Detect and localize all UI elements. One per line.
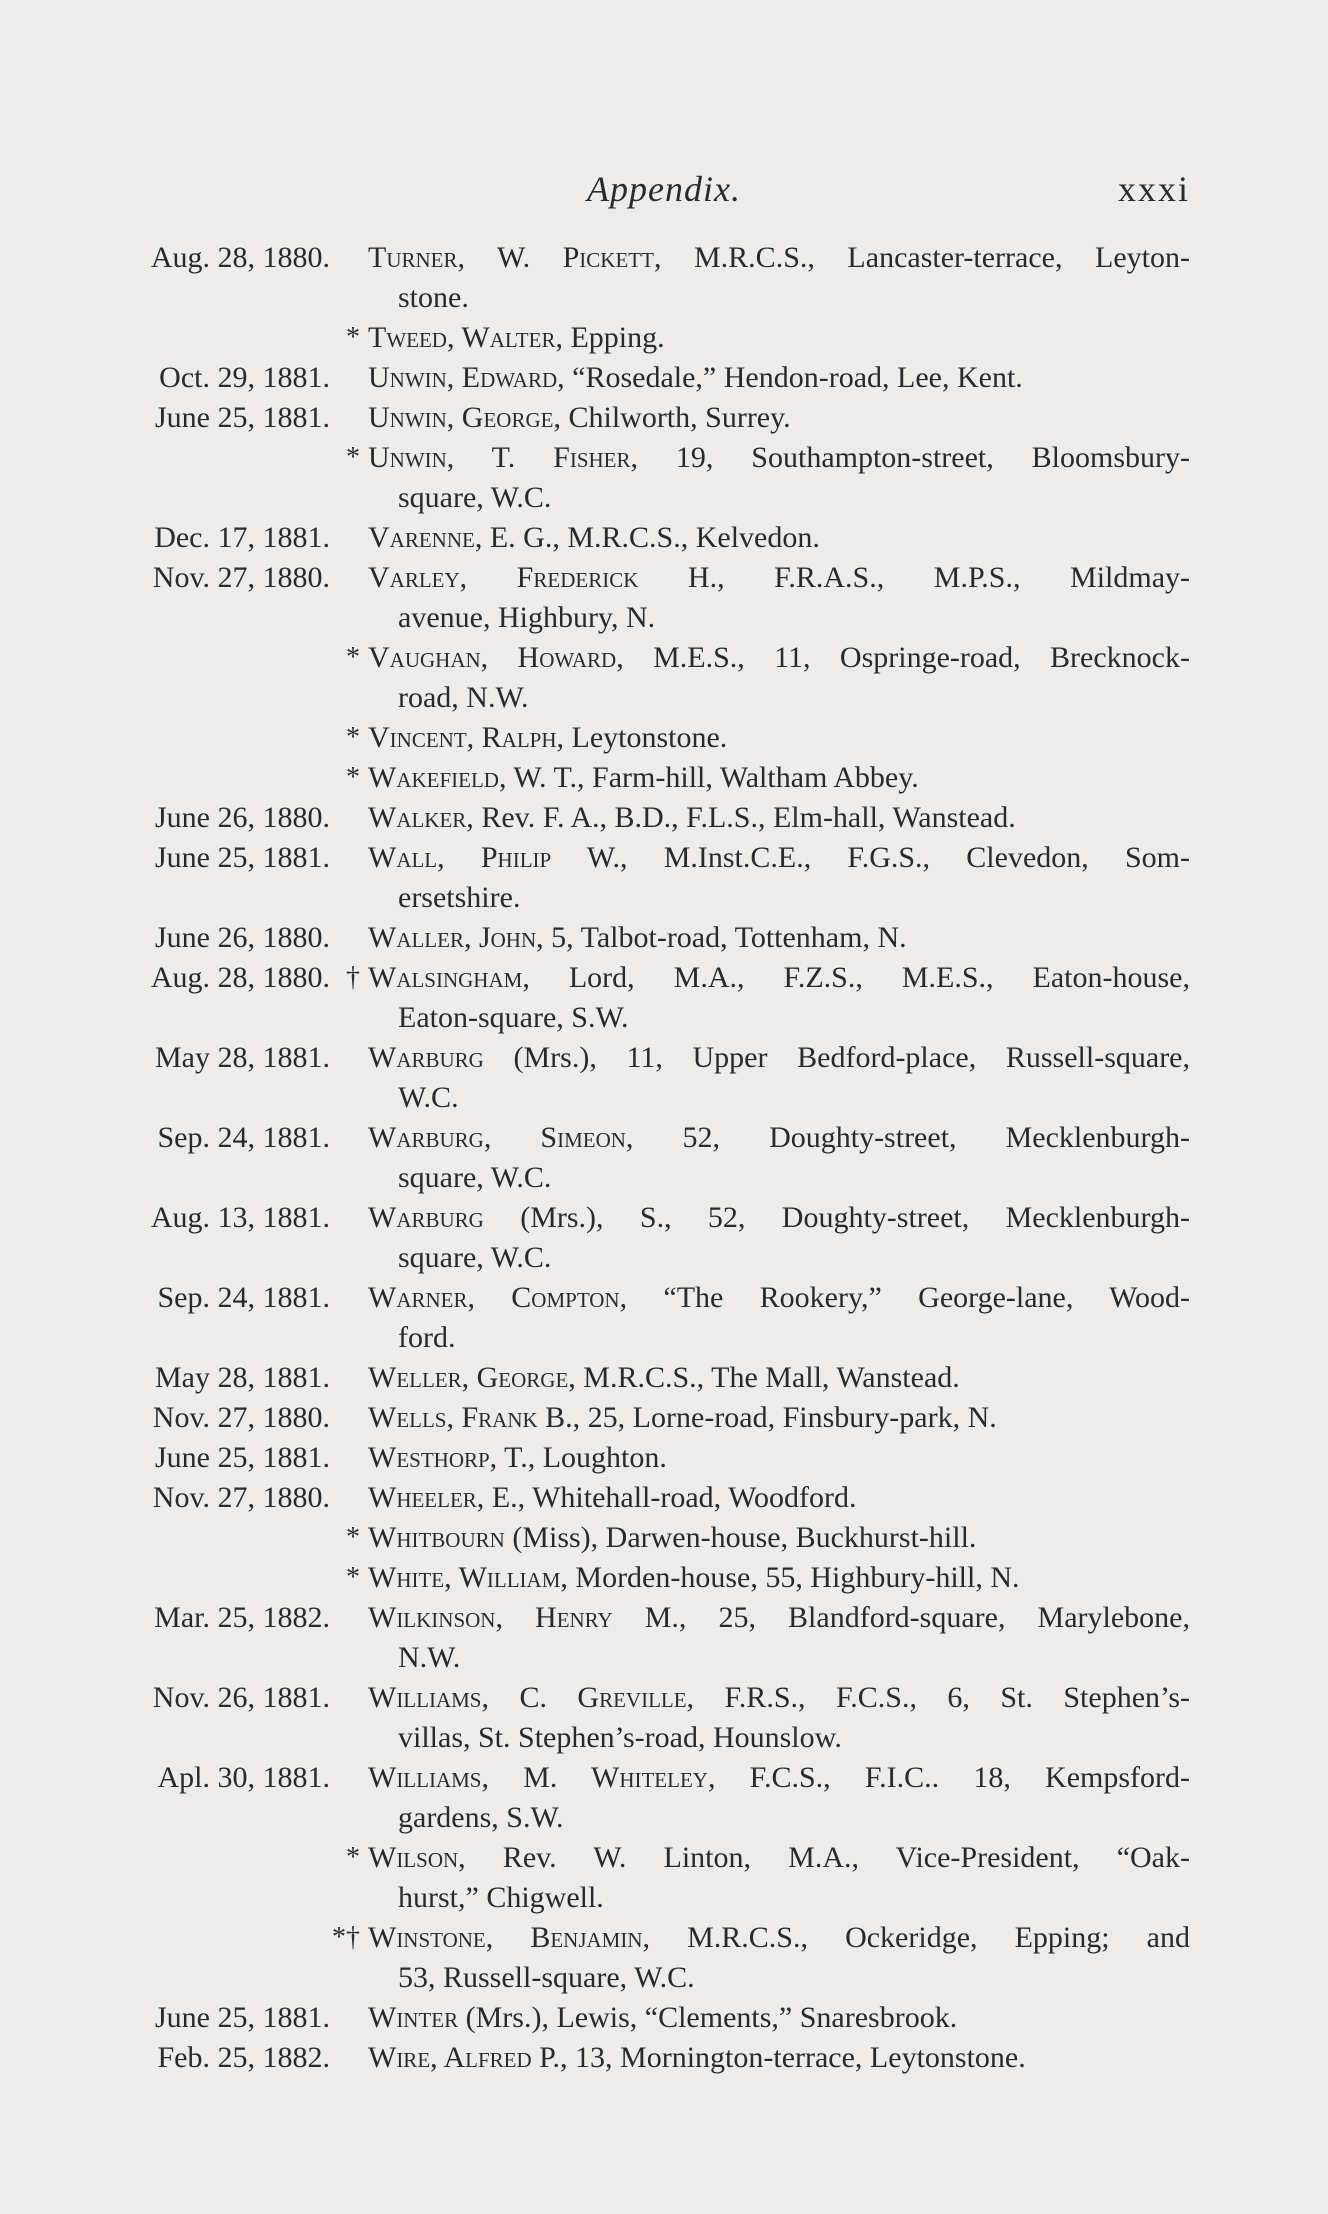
- entry-first-line: [368, 1518, 1190, 1558]
- entry-first-line: [368, 638, 1190, 678]
- member-entry: [362, 798, 1190, 838]
- member-entry: [362, 1918, 1190, 1998]
- member-name: Wall, Philip: [368, 841, 552, 874]
- list-item: [128, 318, 1190, 358]
- member-entry: [362, 758, 1190, 798]
- entry-first-line: [368, 318, 1190, 358]
- election-date: Apl. 30, 1881.: [157, 1761, 330, 1794]
- member-details: P., 13, Mornington-terrace, Leytonstone.: [531, 2041, 1026, 2074]
- member-details: M., 25, Blandford-square, Marylebone,: [612, 1601, 1190, 1634]
- member-entry: [362, 1838, 1190, 1918]
- member-details-continued: road, N.W.: [398, 681, 529, 714]
- entry-first-line: [368, 758, 1190, 798]
- page-header: [0, 160, 1328, 214]
- entry-first-line: [368, 1038, 1190, 1078]
- list-item: [128, 1358, 1190, 1398]
- member-name: Winter: [368, 2001, 459, 2034]
- member-entry: [362, 1438, 1190, 1478]
- list-item: [128, 918, 1190, 958]
- election-date: June 25, 1881.: [155, 2001, 330, 2034]
- member-entry: [362, 1118, 1190, 1198]
- member-list: [128, 238, 1190, 2078]
- member-name: Warburg, Simeon,: [368, 1121, 634, 1154]
- election-date: Mar. 25, 1882.: [154, 1601, 330, 1634]
- member-details-continued: square, W.C.: [398, 481, 552, 514]
- election-date: Dec. 17, 1881.: [154, 521, 330, 554]
- member-name: Whitbourn: [368, 1521, 505, 1554]
- list-item: [128, 1198, 1190, 1278]
- list-item: [128, 1838, 1190, 1918]
- member-details: F.C.S., F.I.C.. 18, Kempsford-: [715, 1761, 1190, 1794]
- member-mark: *: [346, 322, 360, 353]
- member-name: Warner, Compton,: [368, 1281, 628, 1314]
- entry-first-line: [368, 238, 1190, 278]
- entry-first-line: [368, 1278, 1190, 1318]
- member-name: Waller, John,: [368, 921, 544, 954]
- member-entry: [362, 558, 1190, 638]
- member-details: Rev. W. Linton, M.A., Vice-President, “Oak-: [465, 1841, 1190, 1874]
- member-entry: [362, 1998, 1190, 2038]
- member-mark: *†: [332, 1922, 360, 1953]
- entry-first-line: [368, 1358, 1190, 1398]
- member-mark: †: [346, 962, 360, 993]
- member-entry: [362, 358, 1190, 398]
- member-details: W., M.Inst.C.E., F.G.S., Clevedon, Som-: [551, 841, 1190, 874]
- entry-first-line: [368, 518, 1190, 558]
- entry-first-line: [368, 1838, 1190, 1878]
- entry-first-line: [368, 558, 1190, 598]
- election-date: Nov. 27, 1880.: [152, 561, 330, 594]
- member-name: Williams, C. Greville,: [368, 1681, 695, 1714]
- list-item: [128, 1918, 1190, 1998]
- member-mark: *: [346, 722, 360, 753]
- entry-first-line: [368, 1438, 1190, 1478]
- member-name: Williams, M. Whiteley,: [368, 1761, 716, 1794]
- member-name: Wilson,: [368, 1841, 466, 1874]
- election-date: Nov. 27, 1880.: [152, 1401, 330, 1434]
- member-entry: [362, 318, 1190, 358]
- member-mark: *: [346, 1522, 360, 1553]
- member-name: White, William,: [368, 1561, 568, 1594]
- entry-first-line: [368, 1758, 1190, 1798]
- election-date: June 26, 1880.: [155, 801, 330, 834]
- member-details: “Rosedale,” Hendon-road, Lee, Kent.: [564, 361, 1023, 394]
- member-name: Walker,: [368, 801, 474, 834]
- member-details-continued: Eaton-square, S.W.: [398, 1001, 629, 1034]
- member-mark: *: [346, 1842, 360, 1873]
- member-entry: [362, 1278, 1190, 1358]
- list-item: [128, 838, 1190, 918]
- election-date: Oct. 29, 1881.: [159, 361, 330, 394]
- member-details-continued: square, W.C.: [398, 1161, 552, 1194]
- member-mark: *: [346, 442, 360, 473]
- member-details: 19, Southampton-street, Bloomsbury-: [638, 441, 1190, 474]
- member-details-continued: 53, Russell-square, W.C.: [398, 1961, 695, 1994]
- member-details-continued: villas, St. Stephen’s-road, Hounslow.: [398, 1721, 842, 1754]
- member-entry: [362, 638, 1190, 718]
- member-details-continued: ford.: [398, 1321, 456, 1354]
- member-entry: [362, 398, 1190, 438]
- entry-first-line: [368, 1198, 1190, 1238]
- entry-first-line: [368, 1598, 1190, 1638]
- member-details: M.R.C.S., The Mall, Wanstead.: [575, 1361, 960, 1394]
- election-date: Sep. 24, 1881.: [157, 1121, 330, 1154]
- entry-first-line: [368, 918, 1190, 958]
- member-details: Epping.: [562, 321, 665, 354]
- list-item: [128, 558, 1190, 638]
- member-details: T., Loughton.: [497, 1441, 667, 1474]
- member-entry: [362, 1758, 1190, 1838]
- member-details: M.R.C.S., Lancaster-terrace, Leyton-: [661, 241, 1190, 274]
- list-item: [128, 1438, 1190, 1478]
- member-entry: [362, 1598, 1190, 1678]
- member-details: E., Whitehall-road, Woodford.: [484, 1481, 857, 1514]
- member-entry: [362, 838, 1190, 918]
- election-date: June 25, 1881.: [155, 841, 330, 874]
- election-date: June 25, 1881.: [155, 401, 330, 434]
- list-item: [128, 1038, 1190, 1118]
- list-item: [128, 1118, 1190, 1198]
- member-entry: [362, 918, 1190, 958]
- member-entry: [362, 1558, 1190, 1598]
- member-details: F.R.S., F.C.S., 6, St. Stephen’s-: [694, 1681, 1191, 1714]
- member-details: Leytonstone.: [564, 721, 728, 754]
- list-item: [128, 1518, 1190, 1558]
- member-mark: *: [346, 762, 360, 793]
- election-date: Nov. 27, 1880.: [152, 1481, 330, 1514]
- entry-first-line: [368, 1918, 1190, 1958]
- list-item: [128, 1398, 1190, 1438]
- election-date: June 25, 1881.: [155, 1441, 330, 1474]
- member-entry: [362, 1398, 1190, 1438]
- entry-first-line: [368, 1678, 1190, 1718]
- member-name: Vaughan, Howard,: [368, 641, 624, 674]
- list-item: [128, 718, 1190, 758]
- member-entry: [362, 438, 1190, 518]
- election-date: June 26, 1880.: [155, 921, 330, 954]
- member-name: Unwin, Edward,: [368, 361, 565, 394]
- member-name: Warburg: [368, 1041, 484, 1074]
- list-item: [128, 1998, 1190, 2038]
- entry-first-line: [368, 1998, 1190, 2038]
- member-entry: [362, 718, 1190, 758]
- member-name: Vincent, Ralph,: [368, 721, 564, 754]
- entry-first-line: [368, 438, 1190, 478]
- member-details: (Miss), Darwen-house, Buckhurst-hill.: [504, 1521, 977, 1554]
- member-details: 52, Doughty-street, Mecklenburgh-: [633, 1121, 1190, 1154]
- member-details: Morden-house, 55, Highbury-hill, N.: [567, 1561, 1020, 1594]
- entry-first-line: [368, 798, 1190, 838]
- election-date: May 28, 1881.: [155, 1361, 330, 1394]
- member-entry: [362, 2038, 1190, 2078]
- entry-first-line: [368, 1398, 1190, 1438]
- member-details: M.E.S., 11, Ospringe-road, Brecknock-: [623, 641, 1190, 674]
- member-name: Wilkinson, Henry: [368, 1601, 613, 1634]
- entry-first-line: [368, 838, 1190, 878]
- member-name: Unwin, T. Fisher,: [368, 441, 639, 474]
- list-item: [128, 1478, 1190, 1518]
- election-date: May 28, 1881.: [155, 1041, 330, 1074]
- member-entry: [362, 238, 1190, 318]
- list-item: [128, 958, 1190, 1038]
- member-details: M.R.C.S., Kelvedon.: [559, 521, 820, 554]
- list-item: [128, 1678, 1190, 1758]
- member-details: (Mrs.), S., 52, Doughty-street, Mecklenburgh-: [483, 1201, 1190, 1234]
- member-name: Weller, George,: [368, 1361, 576, 1394]
- member-details-continued: W.C.: [398, 1081, 459, 1114]
- list-item: [128, 758, 1190, 798]
- election-date: Feb. 25, 1882.: [157, 2041, 330, 2074]
- page-number: xxxi: [1117, 169, 1190, 209]
- member-details: (Mrs.), Lewis, “Clements,” Snaresbrook.: [458, 2001, 958, 2034]
- member-details-continued: avenue, Highbury, N.: [398, 601, 656, 634]
- list-item: [128, 638, 1190, 718]
- member-details: Rev. F. A., B.D., F.L.S., Elm-hall, Wanstead.: [473, 801, 1016, 834]
- member-name: Turner, W. Pickett,: [368, 241, 662, 274]
- member-details: B., 25, Lorne-road, Finsbury-park, N.: [537, 1401, 997, 1434]
- election-date: Aug. 13, 1881.: [150, 1201, 330, 1234]
- member-mark: *: [346, 1562, 360, 1593]
- member-entry: [362, 1358, 1190, 1398]
- member-name: Tweed, Walter,: [368, 321, 563, 354]
- list-item: [128, 1278, 1190, 1358]
- member-name: Wakefield,: [368, 761, 507, 794]
- member-details-continued: ersetshire.: [398, 881, 521, 914]
- member-details: Lord, M.A., F.Z.S., M.E.S., Eaton-house,: [529, 961, 1190, 994]
- entry-first-line: [368, 2038, 1190, 2078]
- election-date: Aug. 28, 1880.: [150, 961, 330, 994]
- member-entry: [362, 518, 1190, 558]
- entry-first-line: [368, 1558, 1190, 1598]
- member-name: Wheeler,: [368, 1481, 485, 1514]
- entry-first-line: [368, 958, 1190, 998]
- member-details-continued: N.W.: [398, 1641, 461, 1674]
- member-details: “The Rookery,” George-lane, Wood-: [627, 1281, 1191, 1314]
- list-item: [128, 438, 1190, 518]
- member-name: Warburg: [368, 1201, 484, 1234]
- member-entry: [362, 1038, 1190, 1118]
- list-item: [128, 2038, 1190, 2078]
- election-date: Sep. 24, 1881.: [157, 1281, 330, 1314]
- member-details-continued: square, W.C.: [398, 1241, 552, 1274]
- member-name: Wells, Frank: [368, 1401, 538, 1434]
- list-item: [128, 798, 1190, 838]
- election-date: Nov. 26, 1881.: [152, 1681, 330, 1714]
- list-item: [128, 238, 1190, 318]
- member-name: Westhorp,: [368, 1441, 498, 1474]
- list-item: [128, 398, 1190, 438]
- member-details-continued: gardens, S.W.: [398, 1801, 564, 1834]
- member-name: Varley, Frederick: [368, 561, 639, 594]
- entry-first-line: [368, 398, 1190, 438]
- list-item: [128, 1558, 1190, 1598]
- entry-first-line: [368, 358, 1190, 398]
- member-entry: [362, 1518, 1190, 1558]
- member-mark: *: [346, 642, 360, 673]
- list-item: [128, 518, 1190, 558]
- member-name: Wire, Alfred: [368, 2041, 532, 2074]
- member-entry: [362, 1198, 1190, 1278]
- member-details: (Mrs.), 11, Upper Bedford-place, Russell-square,: [483, 1041, 1190, 1074]
- member-name: Unwin, George,: [368, 401, 561, 434]
- member-details-continued: hurst,” Chigwell.: [398, 1881, 604, 1914]
- entry-first-line: [368, 1478, 1190, 1518]
- entry-first-line: [368, 1118, 1190, 1158]
- member-details: Chilworth, Surrey.: [560, 401, 791, 434]
- member-entry: [362, 1478, 1190, 1518]
- member-name: Varenne, E. G.,: [368, 521, 560, 554]
- member-details: H., F.R.A.S., M.P.S., Mildmay-: [638, 561, 1190, 594]
- list-item: [128, 1758, 1190, 1838]
- member-entry: [362, 1678, 1190, 1758]
- entry-first-line: [368, 718, 1190, 758]
- member-details: W. T., Farm-hill, Waltham Abbey.: [506, 761, 919, 794]
- member-details: 5, Talbot-road, Tottenham, N.: [543, 921, 907, 954]
- list-item: [128, 358, 1190, 398]
- election-date: Aug. 28, 1880.: [150, 241, 330, 274]
- member-entry: [362, 958, 1190, 1038]
- member-name: Walsingham,: [368, 961, 530, 994]
- list-item: [128, 1598, 1190, 1678]
- running-title: Appendix.: [587, 169, 741, 209]
- member-details: M.R.C.S., Ockeridge, Epping; and: [650, 1921, 1190, 1954]
- member-name: Winstone, Benjamin,: [368, 1921, 651, 1954]
- member-details-continued: stone.: [398, 281, 469, 314]
